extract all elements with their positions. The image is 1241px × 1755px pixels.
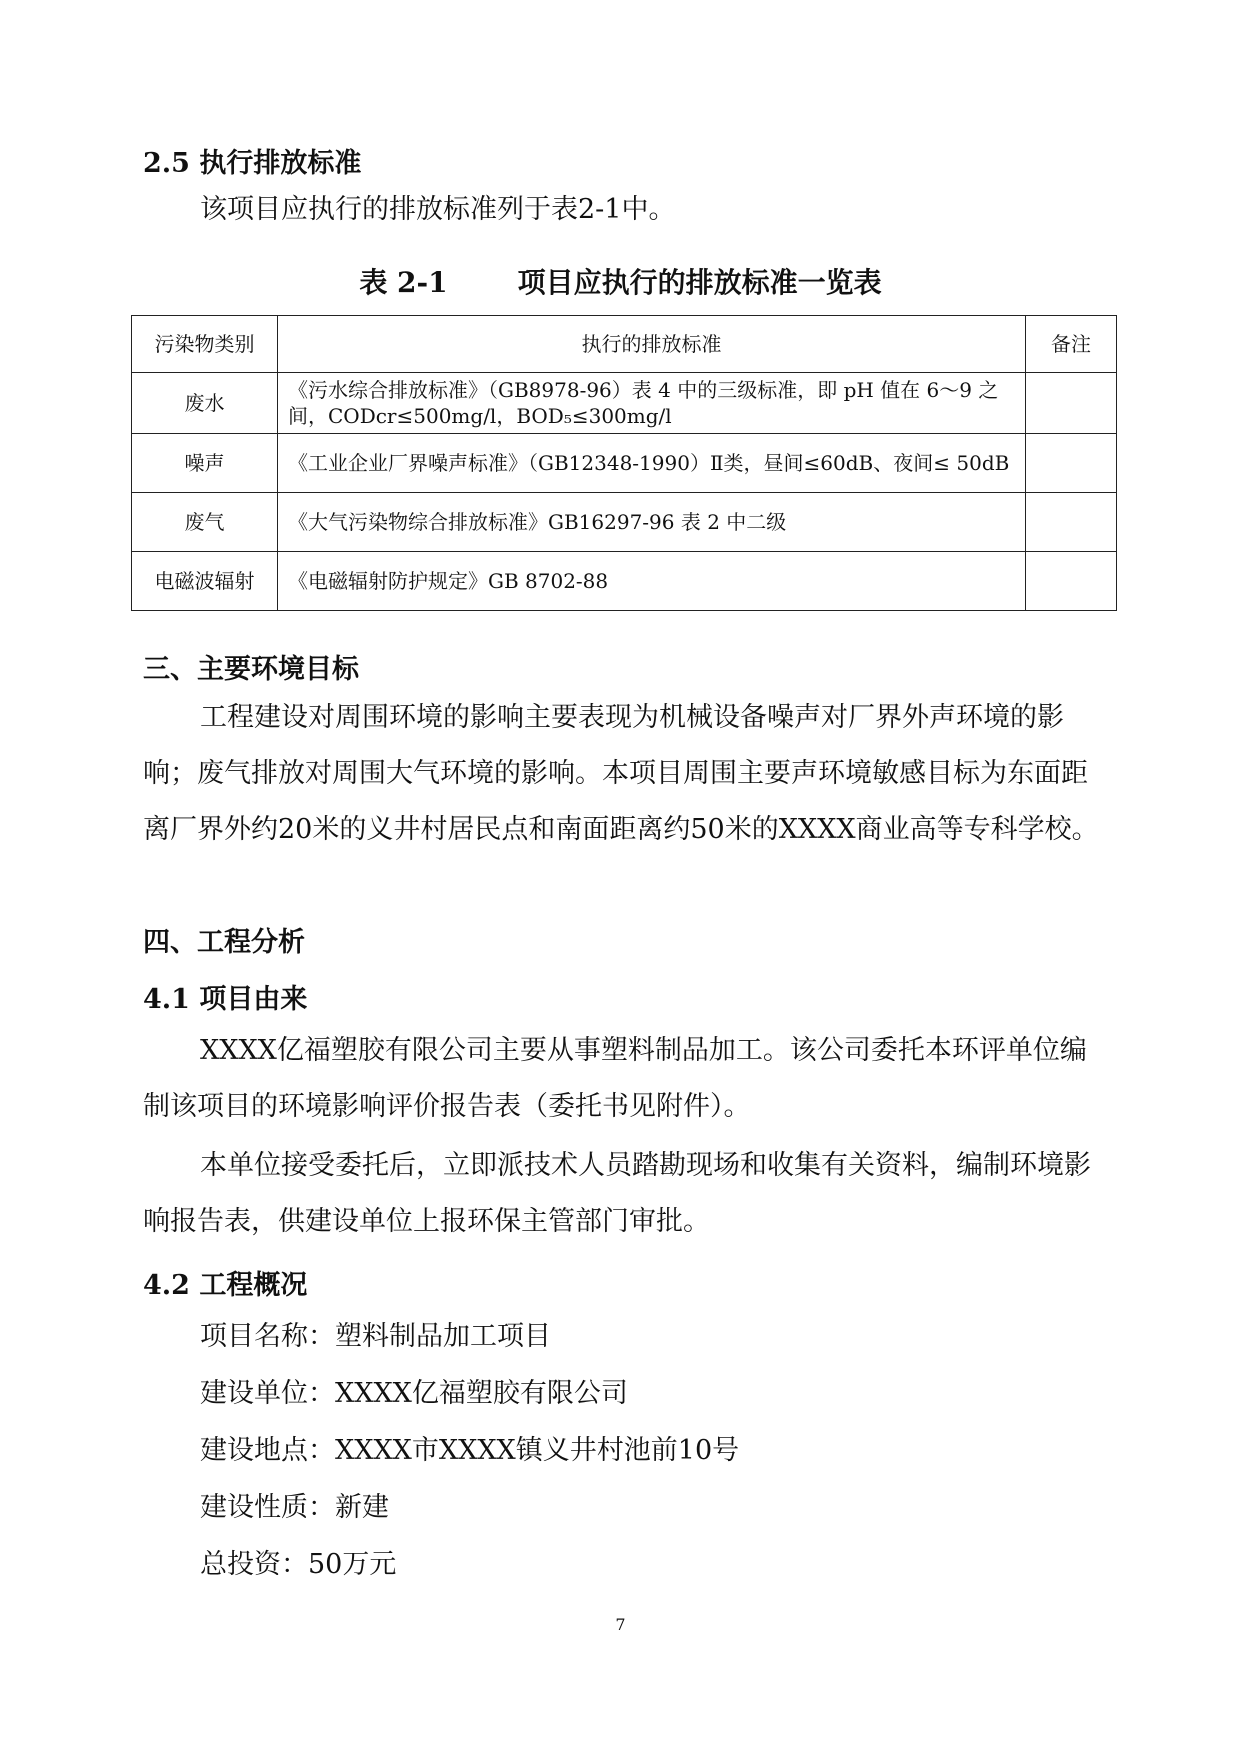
info-builder: 建设单位：XXXX亿福塑胶有限公司 xyxy=(200,1378,628,1409)
emission-standards-table xyxy=(131,315,1117,611)
table-row xyxy=(132,493,1117,552)
section-4-1-paragraph-1 xyxy=(143,1023,1103,1135)
info-investment: 总投资：50万元 xyxy=(200,1549,397,1580)
header-note: 备注 xyxy=(1026,316,1117,373)
row-category: 废水 xyxy=(132,373,278,434)
page-number: 7 xyxy=(615,1615,626,1634)
section-2-5-heading: 2.5 执行排放标准 xyxy=(143,148,362,179)
row-standard: 《工业企业厂界噪声标准》（GB12348-1990）Ⅱ类，昼间≤60dB、夜间≤ 50dB xyxy=(278,434,1026,493)
section-2-5-intro xyxy=(143,182,1103,238)
row-category: 噪声 xyxy=(132,434,278,493)
table-row xyxy=(132,373,1117,434)
row-note xyxy=(1026,552,1117,611)
intro-text: 该项目应执行的排放标准列于表2-1中。 xyxy=(200,194,676,225)
section-4-1-text-1: XXXX亿福塑胶有限公司主要从事塑料制品加工。该公司委托本环评单位编制该项目的环境影响评价报告表（委托书见附件）。 xyxy=(143,1035,1087,1122)
table-caption xyxy=(0,265,1241,301)
section-3-heading: 三、主要环境目标 xyxy=(143,654,359,685)
info-project-name: 项目名称：塑料制品加工项目 xyxy=(200,1321,551,1352)
row-category: 电磁波辐射 xyxy=(132,552,278,611)
section-4-1-text-2: 本单位接受委托后，立即派技术人员踏勘现场和收集有关资料，编制环境影响报告表，供建设单位上报环保主管部门审批。 xyxy=(143,1150,1091,1237)
header-category: 污染物类别 xyxy=(132,316,278,373)
info-nature: 建设性质：新建 xyxy=(200,1492,389,1523)
section-4-2-heading: 4.2 工程概况 xyxy=(143,1270,308,1301)
header-standard: 执行的排放标准 xyxy=(278,316,1026,373)
table-row xyxy=(132,552,1117,611)
info-location: 建设地点：XXXX市XXXX镇义井村池前10号 xyxy=(200,1435,740,1466)
table-number: 表 2-1 xyxy=(359,266,448,299)
row-note xyxy=(1026,434,1117,493)
section-4-heading: 四、工程分析 xyxy=(143,927,305,958)
table-row xyxy=(132,434,1117,493)
section-4-1-paragraph-2 xyxy=(143,1138,1103,1250)
table-title: 项目应执行的排放标准一览表 xyxy=(517,266,882,299)
table-header-row xyxy=(132,316,1117,373)
row-note xyxy=(1026,373,1117,434)
section-4-1-heading: 4.1 项目由来 xyxy=(143,984,308,1015)
row-category: 废气 xyxy=(132,493,278,552)
section-3-paragraph xyxy=(143,690,1103,858)
row-standard: 《污水综合排放标准》（GB8978-96）表 4 中的三级标准，即 pH 值在 6～9 之间，CODcr≤500mg/l，BOD₅≤300mg/l xyxy=(278,373,1026,434)
row-standard: 《大气污染物综合排放标准》GB16297-96 表 2 中二级 xyxy=(278,493,1026,552)
row-note xyxy=(1026,493,1117,552)
row-standard: 《电磁辐射防护规定》GB 8702-88 xyxy=(278,552,1026,611)
section-3-text: 工程建设对周围环境的影响主要表现为机械设备噪声对厂界外声环境的影响；废气排放对周围大气环境的影响。本项目周围主要声环境敏感目标为东面距离厂界外约20米的义井村居民点和南面距离约50米的XXXX商业高等专科学校。 xyxy=(143,702,1099,845)
